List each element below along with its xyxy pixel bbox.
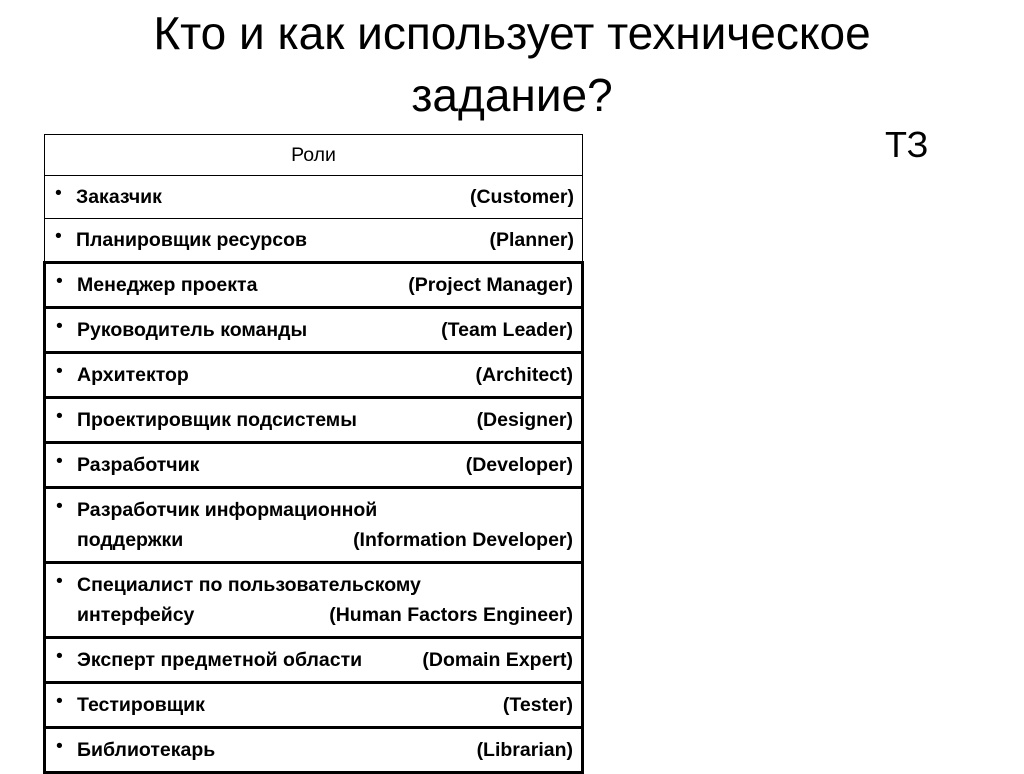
role-name: Архитектор xyxy=(77,364,189,386)
role-english: (Librarian) xyxy=(476,739,573,761)
table-row xyxy=(45,638,583,683)
bullet-icon: • xyxy=(56,270,63,292)
role-name: Заказчик xyxy=(76,186,162,208)
role-name: Проектировщик подсистемы xyxy=(77,409,357,431)
bullet-icon: • xyxy=(56,450,63,472)
role-english: (Architect) xyxy=(475,364,573,386)
bullet-icon: • xyxy=(56,690,63,712)
bullet-icon: • xyxy=(56,645,63,667)
role-name: Разработчик информационной xyxy=(77,499,378,521)
table-header: Роли xyxy=(45,135,583,176)
bullet-icon: • xyxy=(56,405,63,427)
role-name: Библиотекарь xyxy=(77,739,216,761)
table-row xyxy=(45,488,583,563)
table-row xyxy=(45,353,583,398)
table-header-row xyxy=(45,135,583,176)
role-english: (Designer) xyxy=(476,409,573,431)
bullet-icon: • xyxy=(56,315,63,337)
table-row xyxy=(45,563,583,638)
table-row xyxy=(45,176,583,219)
table-row xyxy=(45,683,583,728)
table-row xyxy=(45,308,583,353)
role-english: (Project Manager) xyxy=(408,274,573,296)
bullet-icon: • xyxy=(55,225,62,247)
table-row xyxy=(45,443,583,488)
role-english: (Developer) xyxy=(465,454,573,476)
role-name: Руководитель команды xyxy=(77,319,308,341)
role-name: Эксперт предметной области xyxy=(77,649,363,671)
bullet-icon: • xyxy=(55,182,62,204)
side-label: ТЗ xyxy=(885,124,929,165)
role-name: Тестировщик xyxy=(77,694,205,716)
role-name: Разработчик xyxy=(77,454,200,476)
role-name: Специалист по пользовательскому xyxy=(77,574,421,596)
bullet-icon: • xyxy=(56,360,63,382)
table-row xyxy=(45,728,583,773)
role-english: (Human Factors Engineer) xyxy=(329,604,573,626)
role-name-continued: поддержки xyxy=(77,529,184,551)
role-english: (Team Leader) xyxy=(441,319,573,341)
table-row xyxy=(45,263,583,308)
role-english: (Planner) xyxy=(489,229,574,251)
bullet-icon: • xyxy=(56,570,63,592)
role-english: (Domain Expert) xyxy=(422,649,573,671)
table-row xyxy=(45,398,583,443)
bullet-icon: • xyxy=(56,735,63,757)
role-name: Менеджер проекта xyxy=(77,274,258,296)
role-english: (Customer) xyxy=(469,186,574,208)
role-name: Планировщик ресурсов xyxy=(76,229,308,251)
role-english: (Information Developer) xyxy=(353,529,573,551)
slide-title: Кто и как использует техническое задание? xyxy=(153,7,871,121)
table-row xyxy=(45,219,583,263)
role-english: (Tester) xyxy=(502,694,573,716)
role-name-continued: интерфейсу xyxy=(77,604,195,626)
roles-table xyxy=(43,134,584,774)
bullet-icon: • xyxy=(56,495,63,517)
